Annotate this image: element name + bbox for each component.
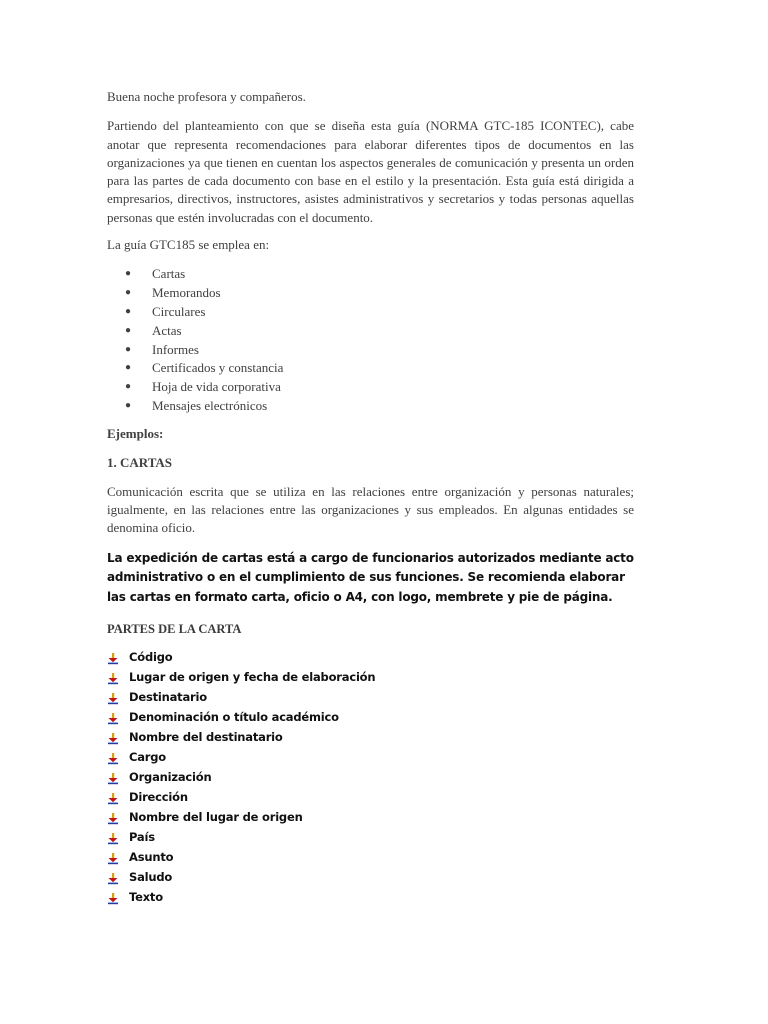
list-item bbox=[107, 747, 634, 767]
section-heading: 1. CARTAS bbox=[107, 454, 173, 470]
bullet-icon: ● bbox=[125, 268, 132, 280]
bullet-icon: ● bbox=[125, 399, 132, 411]
list-item bbox=[107, 707, 634, 727]
list-item bbox=[107, 867, 634, 887]
arrow-down-bullet-icon bbox=[107, 711, 119, 723]
list-item bbox=[107, 647, 634, 667]
examples-heading: Ejemplos: bbox=[107, 425, 164, 441]
part-label: País bbox=[129, 830, 155, 845]
bullet-icon: ● bbox=[125, 287, 132, 299]
part-label: Destinatario bbox=[129, 690, 207, 705]
intro-paragraph: Partiendo del planteamiento con que se diseña esta guía (NORMA GTC-185 ICONTEC), cabe anotar que representa recomendaciones para elaborar diferentes tipos de documentos en las organizaciones ya que tienen en cuentan los aspectos generales de comunicación y presenta un orden para las partes de cada documento con base en el estilo y la presentación. Esta guía está dirigida a empresarios, directivos, instructores, asistes administrativos y secretarios y todas personas aquellas personas que estén involucradas con el documento. bbox=[107, 118, 634, 225]
bullet-icon: ● bbox=[125, 324, 132, 336]
arrow-down-bullet-icon bbox=[107, 811, 119, 823]
list-item: ● Actas bbox=[125, 322, 634, 341]
greeting: Buena noche profesora y compañeros. bbox=[107, 89, 306, 104]
part-label: Denominación o título académico bbox=[129, 710, 339, 725]
bullet-icon: ● bbox=[125, 305, 132, 317]
bullet-icon: ● bbox=[125, 362, 132, 374]
uses-list bbox=[107, 265, 634, 415]
list-item: ● Circulares bbox=[125, 303, 634, 322]
list-item bbox=[107, 827, 634, 847]
list-item: ● Certificados y constancia bbox=[125, 359, 634, 378]
list-item bbox=[107, 667, 634, 687]
list-item: ● Cartas bbox=[125, 265, 634, 284]
list-item bbox=[107, 807, 634, 827]
list-item bbox=[107, 847, 634, 867]
list-item: ● Informes bbox=[125, 341, 634, 360]
part-label: Nombre del lugar de origen bbox=[129, 810, 303, 825]
arrow-down-bullet-icon bbox=[107, 671, 119, 683]
list-item: ● Hoja de vida corporativa bbox=[125, 378, 634, 397]
part-label: Cargo bbox=[129, 750, 167, 765]
bullet-icon: ● bbox=[125, 343, 132, 355]
list-item bbox=[107, 787, 634, 807]
arrow-down-bullet-icon bbox=[107, 791, 119, 803]
part-label: Texto bbox=[129, 890, 163, 905]
arrow-down-bullet-icon bbox=[107, 691, 119, 703]
list-item bbox=[107, 767, 634, 787]
cartas-note: La expedición de cartas está a cargo de funcionarios autorizados mediante acto administrativo o en el cumplimiento de sus funciones. Se recomienda elaborar las cartas en formato carta, oficio o A4, con logo, membrete y pie de página. bbox=[107, 550, 634, 605]
guide-intro: La guía GTC185 se emplea en: bbox=[107, 237, 270, 253]
arrow-down-bullet-icon bbox=[107, 871, 119, 883]
cartas-description: Comunicación escrita que se utiliza en las relaciones entre organización y personas naturales; igualmente, en las relaciones entre las organizaciones y sus empleados. En algunas entidades se denomina oficio. bbox=[107, 483, 634, 536]
arrow-down-bullet-icon bbox=[107, 831, 119, 843]
part-label: Lugar de origen y fecha de elaboración bbox=[129, 670, 376, 685]
bullet-icon: ● bbox=[125, 381, 132, 393]
arrow-down-bullet-icon bbox=[107, 731, 119, 743]
arrow-down-bullet-icon bbox=[107, 851, 119, 863]
arrow-down-bullet-icon bbox=[107, 751, 119, 763]
part-label: Organización bbox=[129, 770, 212, 785]
parts-heading: PARTES DE LA CARTA bbox=[107, 622, 242, 637]
part-label: Nombre del destinatario bbox=[129, 730, 283, 745]
list-item bbox=[107, 727, 634, 747]
arrow-down-bullet-icon bbox=[107, 771, 119, 783]
arrow-down-bullet-icon bbox=[107, 891, 119, 903]
part-label: Código bbox=[129, 650, 173, 665]
parts-list bbox=[107, 647, 634, 907]
part-label: Saludo bbox=[129, 870, 173, 885]
document-page bbox=[107, 88, 634, 907]
list-item: ● Memorandos bbox=[125, 284, 634, 303]
list-item: ● Mensajes electrónicos bbox=[125, 397, 634, 416]
part-label: Dirección bbox=[129, 790, 188, 805]
part-label: Asunto bbox=[129, 850, 174, 865]
list-item bbox=[107, 887, 634, 907]
list-item bbox=[107, 687, 634, 707]
arrow-down-bullet-icon bbox=[107, 651, 119, 663]
